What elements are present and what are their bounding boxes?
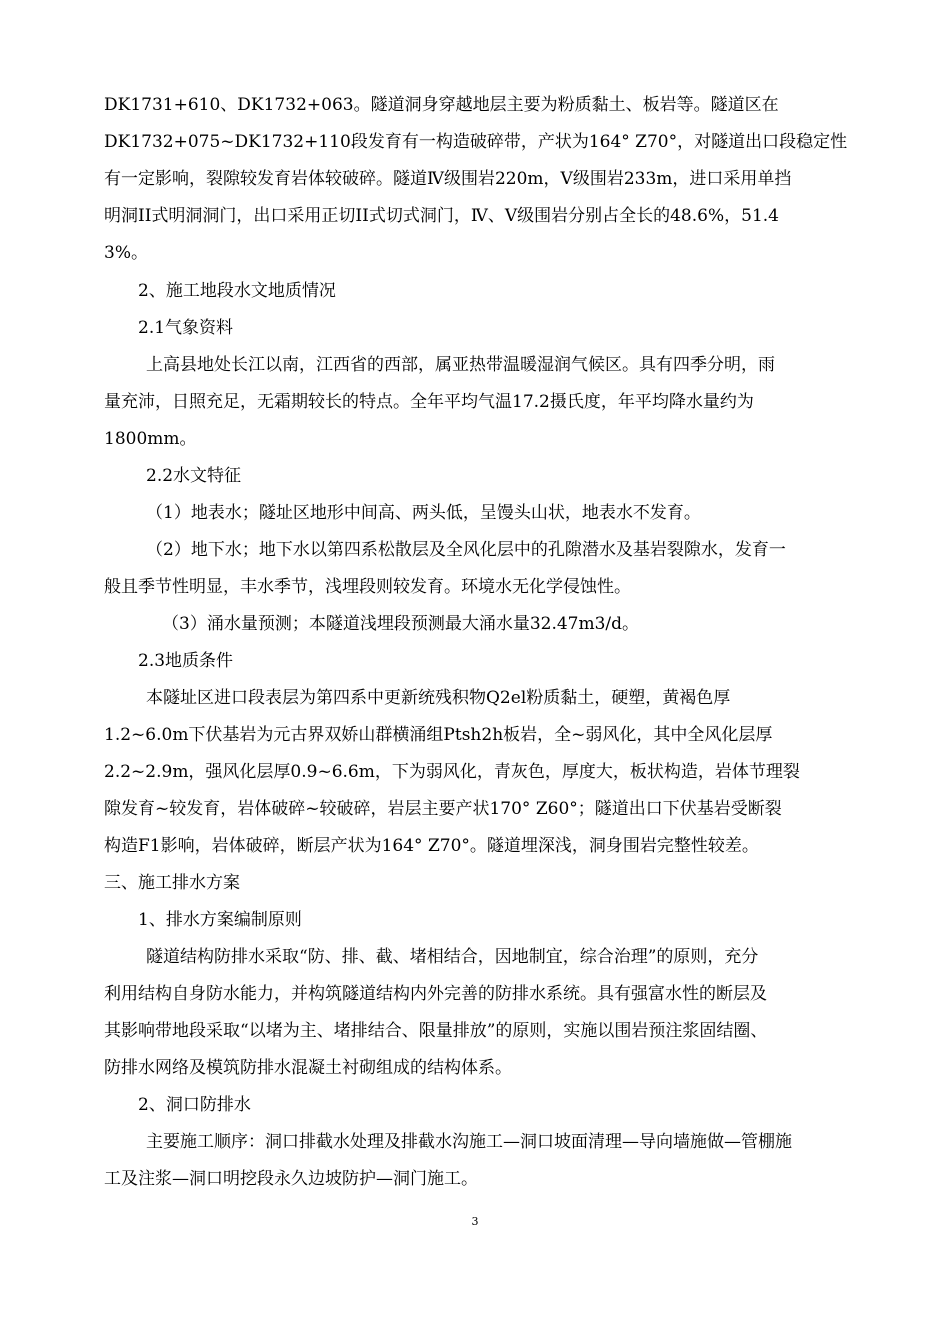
text-line: 3%。 xyxy=(104,243,148,263)
text-line: （3）涌水量预测；本隧道浅埋段预测最大涌水量32.47m3/d。 xyxy=(162,614,640,634)
text-line: 明洞II式明洞洞门，出口采用正切II式切式洞门，Ⅳ、Ⅴ级围岩分别占全长的48.6%，51.4 xyxy=(104,206,779,226)
page-number: 3 xyxy=(471,1215,479,1228)
section-heading: 2.3地质条件 xyxy=(138,651,234,671)
text-line: 本隧址区进口段表层为第四系中更新统残积物Q2el粉质黏土，硬塑，黄褐色厚 xyxy=(146,688,731,708)
text-line: 量充沛，日照充足，无霜期较长的特点。全年平均气温17.2摄氏度，年平均降水量约为 xyxy=(104,392,754,412)
text-line: 般且季节性明显，丰水季节，浅埋段则较发育。环境水无化学侵蚀性。 xyxy=(104,577,631,597)
section-heading: 三、施工排水方案 xyxy=(104,873,240,893)
text-line: 其影响带地段采取“以堵为主、堵排结合、限量排放”的原则，实施以围岩预注浆固结圈、 xyxy=(104,1021,768,1041)
text-line: 2.2~2.9m，强风化层厚0.9~6.6m，下为弱风化，青灰色，厚度大，板状构造，岩体节理裂 xyxy=(104,762,800,782)
text-line: 隧道结构防排水采取“防、排、截、堵相结合，因地制宜，综合治理”的原则，充分 xyxy=(146,947,759,967)
text-line: （2）地下水；地下水以第四系松散层及全风化层中的孔隙潜水及基岩裂隙水，发育一 xyxy=(146,540,786,560)
text-line: DK1732+075~DK1732+110段发育有一构造破碎带，产状为164° Z70°，对隧道出口段稳定性 xyxy=(104,132,848,152)
section-heading: 2、施工地段水文地质情况 xyxy=(138,281,336,301)
text-line: 利用结构自身防水能力，并构筑隧道结构内外完善的防排水系统。具有强富水性的断层及 xyxy=(104,984,767,1004)
text-line: 1800mm。 xyxy=(104,429,197,449)
text-line: DK1731+610、DK1732+063。隧道洞身穿越地层主要为粉质黏土、板岩等。隧道区在 xyxy=(104,95,779,115)
section-heading: 2、洞口防排水 xyxy=(138,1095,251,1115)
section-heading: 2.2水文特征 xyxy=(146,466,242,486)
text-line: 隙发育~较发育，岩体破碎~较破碎，岩层主要产状170° Z60°；隧道出口下伏基岩受断裂 xyxy=(104,799,782,819)
text-line: 上高县地处长江以南，江西省的西部，属亚热带温暖湿润气候区。具有四季分明，雨 xyxy=(146,355,775,375)
section-heading: 2.1气象资料 xyxy=(138,318,234,338)
section-heading: 1、排水方案编制原则 xyxy=(138,910,302,930)
text-line: （1）地表水；隧址区地形中间高、两头低，呈馒头山状，地表水不发育。 xyxy=(146,503,701,523)
text-line: 构造F1影响，岩体破碎，断层产状为164° Z70°。隧道埋深浅，洞身围岩完整性较差。 xyxy=(104,836,759,856)
text-line: 主要施工顺序：洞口排截水处理及排截水沟施工—洞口坡面清理—导向墙施做—管棚施 xyxy=(146,1132,792,1152)
text-line: 有一定影响，裂隙较发育岩体较破碎。隧道Ⅳ级围岩220m，Ⅴ级围岩233m，进口采用单挡 xyxy=(104,169,792,189)
text-line: 工及注浆—洞口明挖段永久边坡防护—洞门施工。 xyxy=(104,1169,478,1189)
text-line: 1.2~6.0m下伏基岩为元古界双娇山群横涌组Ptsh2h板岩，全~弱风化，其中全风化层厚 xyxy=(104,725,773,745)
text-line: 防排水网络及模筑防排水混凝土衬砌组成的结构体系。 xyxy=(104,1058,512,1078)
